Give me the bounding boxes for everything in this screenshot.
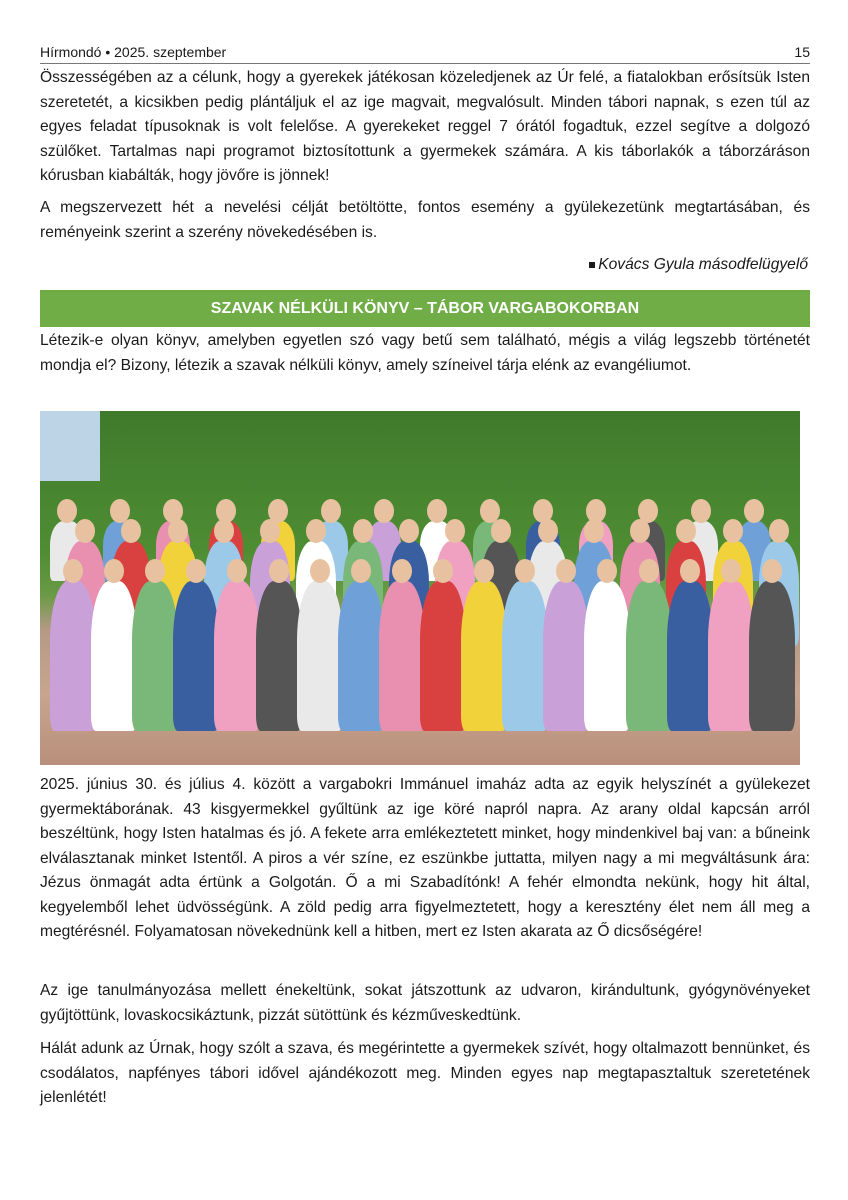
signature-text: Kovács Gyula másodfelügyelő <box>598 256 808 273</box>
photo-figure-head <box>538 519 558 543</box>
photo-figure-head <box>353 519 373 543</box>
photo-figure <box>502 581 548 731</box>
photo-figure-head <box>75 519 95 543</box>
article-lead: Létezik-e olyan könyv, amelyben egyetlen szó vagy betű sem található, mégis a világ legszebb történetét mondja el? Bizony, létezik a szavak nélküli könyv, amely színeivel tárja elénk az evangéliumot. <box>40 332 810 374</box>
photo-figure-head <box>691 499 711 523</box>
photo-figure <box>584 581 630 731</box>
photo-figure-head <box>399 519 419 543</box>
photo-figure-head <box>769 519 789 543</box>
article-title: SZAVAK NÉLKÜLI KÖNYV – TÁBOR VARGABOKORBAN <box>210 299 640 317</box>
photo-figure-head <box>63 559 83 583</box>
article-paragraph: Hálát adunk az Úrnak, hogy szólt a szava, és megérintette a gyermekek szívét, hogy oltalmazott bennünket, és csodálatos, napfényes tábori idővel ajándékozott meg. Minden egyes nap megtapasztaltuk szeretetének jelenlétét! <box>40 1040 810 1106</box>
publication-title: Hírmondó • 2025. szeptember <box>40 44 227 60</box>
photo-figure-head <box>321 499 341 523</box>
photo-figure-head <box>474 559 494 583</box>
photo-figure-head <box>721 559 741 583</box>
photo-figure <box>379 581 425 731</box>
intro-paragraph: Összességében az a célunk, hogy a gyerekek játékosan közeledjenek az Úr felé, a fiatalokban erősítsük Isten szeretetét, a kicsikben pedig plántáljuk el az ige magvait, megvalósult. Minden tábori napnak, s ezen túl az egyes feladat típusoknak is volt felelőse. A gyerekeket reggel 7 órától fogadtuk, ezzel segítve a dolgozó szülőket. Tartalmas napi programot biztosítottunk a gyermekek számára. A kis táborlakók a táborzáráson kórusban kiabálták, hogy jövőre is jönnek! <box>40 69 810 184</box>
photo-figure-head <box>427 499 447 523</box>
intro-paragraph: A megszervezett hét a nevelési célját betöltötte, fontos esemény a gyülekezetünk megtartásában, és reményeink szerint a szerény növekedésében is. <box>40 199 810 241</box>
signature <box>589 256 808 274</box>
photo-figure-head <box>121 519 141 543</box>
photo-figure <box>50 581 96 731</box>
photo-figure <box>173 581 219 731</box>
photo-figure <box>626 581 672 731</box>
photo-figure-head <box>227 559 247 583</box>
page-header <box>40 42 810 64</box>
photo-figure <box>256 581 302 731</box>
photo-figure-head <box>680 559 700 583</box>
photo-figure-head <box>723 519 743 543</box>
photo-figure-head <box>491 519 511 543</box>
photo-figure-head <box>445 519 465 543</box>
photo-figure-head <box>374 499 394 523</box>
photo-figure-head <box>310 559 330 583</box>
photo-figure <box>338 581 384 731</box>
photo-figure-head <box>392 559 412 583</box>
bullet-square-icon <box>589 262 595 268</box>
photo-figure-head <box>168 519 188 543</box>
photo-figure <box>420 581 466 731</box>
article-title-banner <box>40 290 810 327</box>
photo-figure-head <box>351 559 371 583</box>
photo-figure <box>132 581 178 731</box>
photo-figure-head <box>433 559 453 583</box>
photo-figure <box>749 581 795 731</box>
photo-figure-head <box>584 519 604 543</box>
photo-figure <box>543 581 589 731</box>
article-paragraph: 2025. június 30. és július 4. között a vargabokri Immánuel imaház adta az egyik helyszínét a gyülekezet gyermektáborának. 43 kisgyermekkel gyűltünk az ige köré napról napra. Az arany oldal kapcsán arról beszéltünk, hogy Isten hatalmas és jó. A fekete arra emlékeztetett minket, hogy mindenkivel baj van: a bűneink elválasztanak minket Istentől. A piros a vér színe, ez eszünkbe juttatta, milyen nagy a mi megváltásunk ára: Jézus önmagát adta értünk a Golgotán. Ő a mi Szabadítónk! A fehér elmondta nekünk, hogy hit által, kegyelemből lehet üdvösségünk. A zöld pedig arra figyelmeztetett, hogy a keresztény élet nem áll meg a megtérésnél. Folyamatosan növekednünk kell a hitben, mert ez Isten akarata az Ő dicsőségére! <box>40 776 810 940</box>
photo-figure-head <box>762 559 782 583</box>
group-photo <box>40 411 800 765</box>
page-number: 15 <box>794 44 810 60</box>
photo-figure-head <box>269 559 289 583</box>
photo-figure <box>214 581 260 731</box>
photo-figure <box>708 581 754 731</box>
photo-figure <box>667 581 713 731</box>
photo-figure <box>461 581 507 731</box>
photo-figure <box>91 581 137 731</box>
photo-figure-head <box>630 519 650 543</box>
photo-figure-head <box>214 519 234 543</box>
photo-figure-head <box>597 559 617 583</box>
photo-figure-head <box>260 519 280 543</box>
article-paragraph: Az ige tanulmányozása mellett énekeltünk, sokat játszottunk az udvaron, kirándultunk, gyógynövényeket gyűjtöttünk, lovaskocsikáztunk, pizzát sütöttünk és kézműveskedtünk. <box>40 982 810 1024</box>
photo-figure <box>297 581 343 731</box>
photo-figure-head <box>57 499 77 523</box>
photo-figure-head <box>639 559 659 583</box>
photo-figure-head <box>104 559 124 583</box>
photo-figure-head <box>744 499 764 523</box>
